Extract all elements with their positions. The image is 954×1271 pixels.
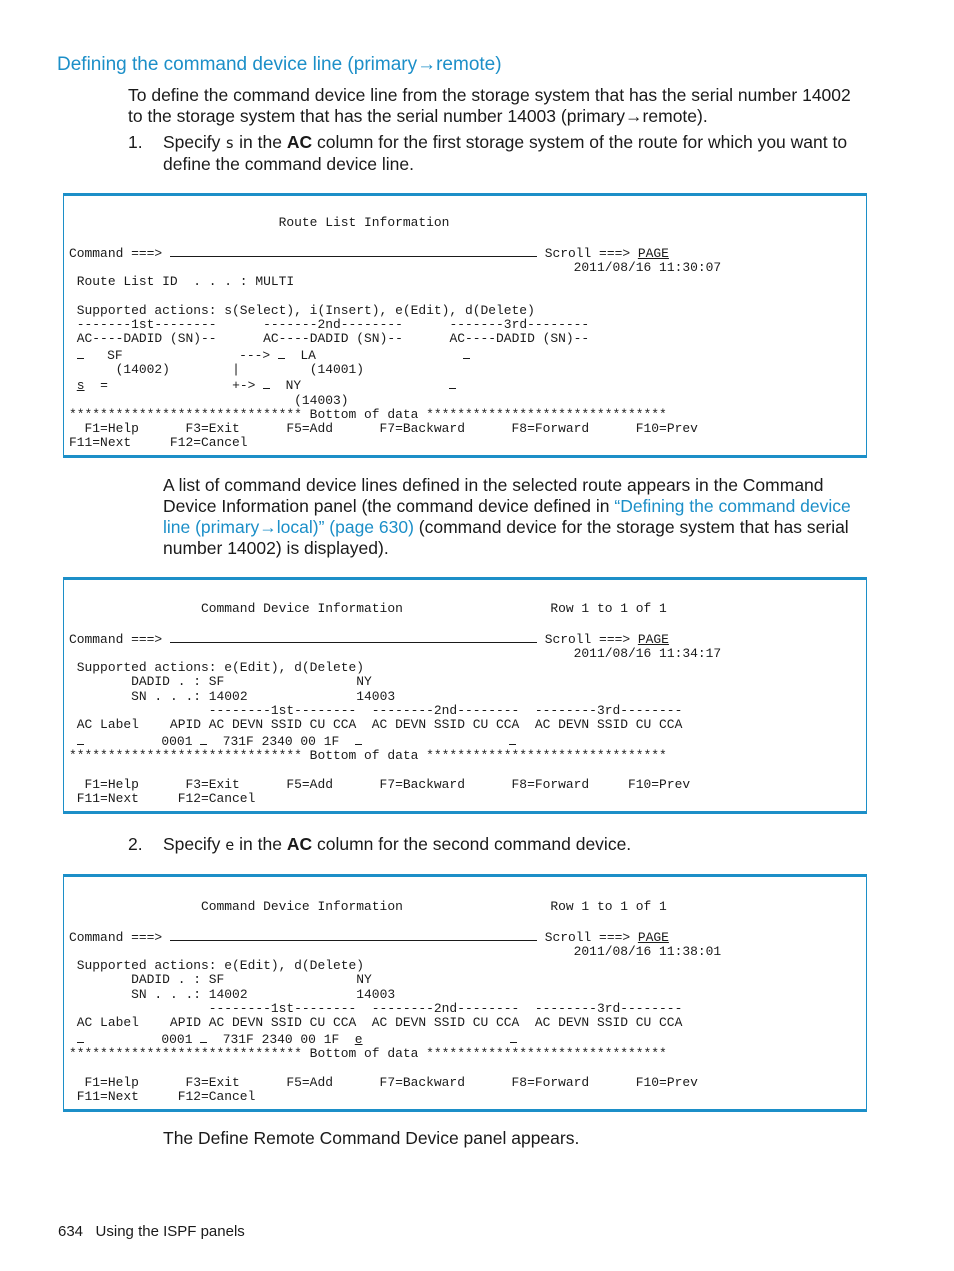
step-2-mid: in the <box>234 834 287 854</box>
scroll-label: Scroll ===> <box>544 631 631 647</box>
step-2-number: 2. <box>128 834 143 854</box>
ac-field-row[interactable] <box>77 1031 84 1043</box>
sn-line: SN . . .: 14002 14003 <box>131 986 396 1002</box>
command-input[interactable] <box>170 631 537 643</box>
row1-dadid: SF <box>107 347 123 363</box>
bottom-of-data: ****************************** Bottom of data ******************************* <box>69 747 667 763</box>
section-heading: Defining the command device line (primary→remote) <box>57 54 502 75</box>
page-number: 634 <box>58 1223 84 1240</box>
row3-2nd: NY <box>285 378 302 394</box>
command-label: Command ===> <box>69 245 163 261</box>
step-1-mid: in the <box>234 132 287 152</box>
command-label: Command ===> <box>69 631 163 647</box>
step-2-post: column for the second command device. <box>312 834 632 854</box>
command-input[interactable] <box>170 245 537 257</box>
row4-sn: (14003) <box>294 392 349 408</box>
row3-arrow: +-> <box>232 378 256 394</box>
column-header: AC Label APID AC DEVN SSID CU CCA AC DEVN SSID CU CCA AC DEVN SSID CU CCA <box>76 1015 683 1031</box>
apid-value: 0001 <box>161 733 193 749</box>
devn-values: 731F 2340 00 1F <box>222 733 340 749</box>
step-1-bold: AC <box>286 132 313 152</box>
scroll-value[interactable]: PAGE <box>637 245 669 261</box>
row1-2nd: LA <box>300 347 316 363</box>
step-2-code: e <box>225 836 235 854</box>
timestamp: 2011/08/16 11:34:17 <box>573 645 722 661</box>
bottom-of-data: ****************************** Bottom of data ******************************* <box>69 406 667 422</box>
panel-title: Route List Information <box>278 215 450 230</box>
timestamp: 2011/08/16 11:38:01 <box>573 943 722 959</box>
closing-paragraph: The Define Remote Command Device panel appears. <box>163 1128 580 1148</box>
ac-field-2nd-e[interactable]: e <box>354 1031 363 1047</box>
apid-value: 0001 <box>161 1031 193 1047</box>
row1-arrow: ---> <box>239 347 271 363</box>
step-2-pre: Specify <box>163 834 226 854</box>
cross-reference-link[interactable]: “Defining the command device line (primary→local)” (page 630) <box>163 496 851 537</box>
function-keys-2: F11=Next F12=Cancel <box>69 435 248 451</box>
step-1-text <box>163 132 873 175</box>
step-2-bold: AC <box>286 834 313 854</box>
intro-paragraph: To define the command device line from the storage system that has the serial number 14002 to the storage system that has the serial number 14003 (primary→remote). <box>128 85 851 126</box>
command-device-panel-2 <box>63 874 867 1112</box>
command-device-screen-1 <box>69 602 721 806</box>
scroll-value[interactable]: PAGE <box>637 631 669 647</box>
command-device-panel-1 <box>63 577 867 814</box>
ac-field-3[interactable] <box>463 347 470 359</box>
function-keys-1: F1=Help F3=Exit F5=Add F7=Backward F8=Forward F10=Prev <box>84 1074 698 1090</box>
col-header-3rd: AC----DADID (SN)-- <box>449 331 590 347</box>
command-device-screen-2 <box>69 900 721 1104</box>
scroll-label: Scroll ===> <box>544 929 631 945</box>
panel-title: Command Device Information <box>200 899 403 914</box>
dadid-line: DADID . : SF NY <box>131 674 372 690</box>
sn-line: SN . . .: 14002 14003 <box>131 688 396 704</box>
panel-description <box>163 475 873 559</box>
function-keys-1: F1=Help F3=Exit F5=Add F7=Backward F8=Forward F10=Prev <box>84 776 691 792</box>
para2-pre: A list of command device lines defined in the selected route appears in the Command Device Information panel (the command device defined in <box>163 475 824 516</box>
row2-sn1: (14002) <box>115 361 170 377</box>
dash-line: --------1st-------- --------2nd-------- --------3rd-------- <box>208 703 683 719</box>
col-header-2nd: AC----DADID (SN)-- <box>263 331 403 347</box>
supported-actions: Supported actions: e(Edit), d(Delete) <box>76 958 365 974</box>
ac-field-3rd[interactable] <box>509 733 516 745</box>
ac-field-row[interactable] <box>77 733 84 745</box>
page-footer <box>58 1223 245 1240</box>
scroll-label: Scroll ===> <box>544 245 631 261</box>
dash-1st: -------1st-------- <box>76 317 217 333</box>
ac-field-2nd[interactable] <box>355 733 362 745</box>
step-1-pre: Specify <box>163 132 226 152</box>
footer-section: Using the ISPF panels <box>95 1223 245 1240</box>
command-label: Command ===> <box>69 929 163 945</box>
row-info: Row 1 to 1 of 1 <box>550 899 667 914</box>
function-keys-2: F11=Next F12=Cancel <box>76 1088 256 1104</box>
route-list-id: Route List ID . . . : MULTI <box>76 274 295 290</box>
step-1-post: column for the first storage system of the route for which you want to define the command device line. <box>163 132 848 174</box>
step-1-number: 1. <box>128 132 143 152</box>
command-input[interactable] <box>170 929 537 941</box>
supported-actions: Supported actions: s(Select), i(Insert), e(Edit), d(Delete) <box>76 302 535 318</box>
column-header: AC Label APID AC DEVN SSID CU CCA AC DEVN SSID CU CCA AC DEVN SSID CU CCA <box>76 717 683 733</box>
step-2-text <box>163 834 873 856</box>
ac-field-s[interactable]: s <box>76 378 85 394</box>
row3-dadid: = <box>100 378 108 394</box>
dash-2nd: -------2nd-------- <box>263 317 403 333</box>
function-keys-2: F11=Next F12=Cancel <box>76 790 256 806</box>
function-keys-1: F1=Help F3=Exit F5=Add F7=Backward F8=Forward F10=Prev <box>84 421 698 437</box>
devn-values: 731F 2340 00 1F <box>222 1031 340 1047</box>
dash-3rd: -------3rd-------- <box>449 317 590 333</box>
ac-field-5[interactable] <box>449 377 456 389</box>
ac-field-3rd[interactable] <box>510 1031 517 1043</box>
para2-post: (command device for the storage system that has serial number 14002) is displayed). <box>163 517 849 558</box>
ac-field-1[interactable] <box>77 347 84 359</box>
row2-sn2: (14001) <box>309 361 365 377</box>
route-list-panel <box>63 193 867 458</box>
row-info: Row 1 to 1 of 1 <box>550 601 667 616</box>
route-list-screen <box>69 216 721 451</box>
row2-bar: | <box>232 361 240 377</box>
panel-title: Command Device Information <box>200 601 403 616</box>
dadid-line: DADID . : SF NY <box>131 972 372 988</box>
step-1-code: s <box>225 134 235 152</box>
bottom-of-data: ****************************** Bottom of data ******************************* <box>69 1045 667 1061</box>
ac-field-2[interactable] <box>278 347 285 359</box>
col-header-1st: AC----DADID (SN)-- <box>76 331 217 347</box>
timestamp: 2011/08/16 11:30:07 <box>573 259 722 275</box>
scroll-value[interactable]: PAGE <box>637 929 669 945</box>
dash-line: --------1st-------- --------2nd-------- --------3rd-------- <box>208 1001 683 1017</box>
supported-actions: Supported actions: e(Edit), d(Delete) <box>76 660 365 676</box>
